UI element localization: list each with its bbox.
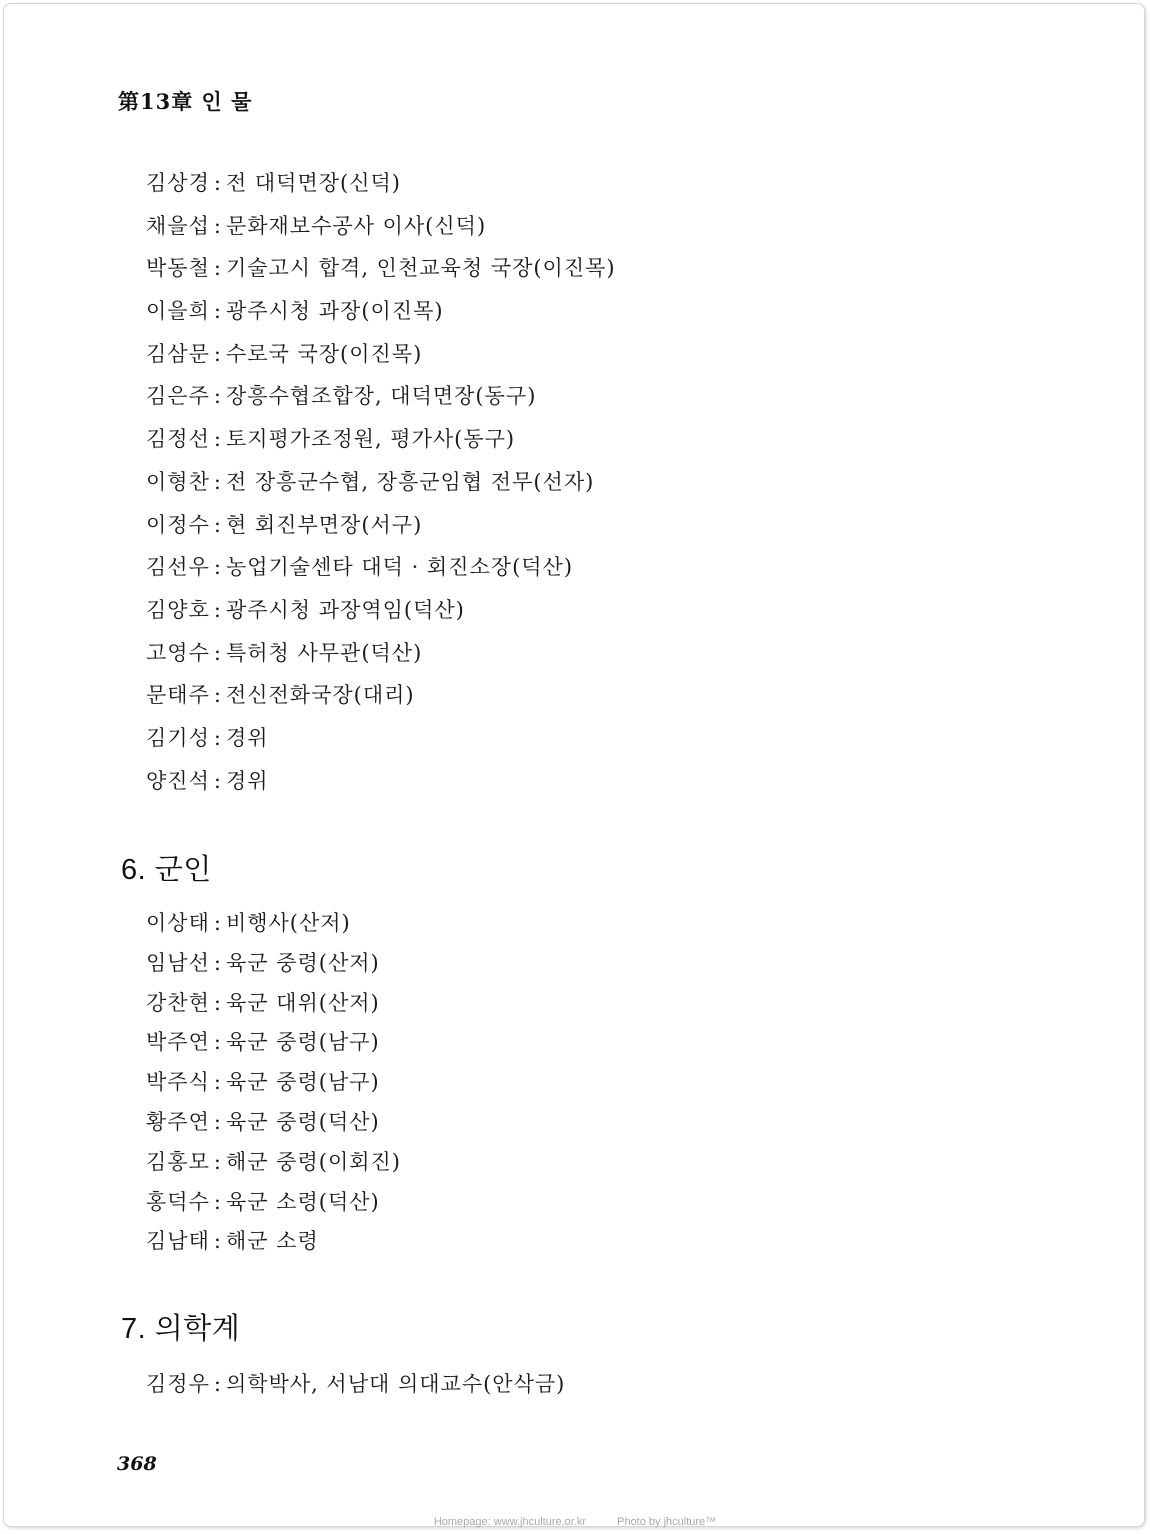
person-desc: 장흥수협조합장, 대덕면장(동구)	[225, 384, 537, 409]
list-item	[146, 1226, 401, 1266]
list-item	[146, 766, 616, 809]
person-name: 김남태	[146, 1229, 210, 1254]
list-item	[146, 595, 616, 638]
separator: :	[213, 427, 222, 452]
person-desc: 특허청 사무관(덕산)	[225, 640, 423, 665]
person-name: 문태주	[146, 683, 210, 708]
list-item	[146, 424, 616, 467]
list-item	[146, 552, 616, 595]
person-name: 이상태	[146, 911, 210, 935]
list-item	[146, 339, 616, 382]
person-name: 홍덕수	[146, 1189, 210, 1214]
person-name: 김정선	[146, 427, 210, 452]
person-name: 이을희	[146, 299, 210, 324]
separator: :	[213, 1189, 222, 1214]
person-desc: 경위	[225, 725, 269, 750]
list-item	[146, 381, 616, 424]
footer-photo-credit: Photo by jhculture™	[617, 1516, 717, 1528]
person-desc: 토지평가조정원, 평가사(동구)	[225, 427, 516, 452]
separator: :	[213, 990, 222, 1015]
person-name: 김은주	[146, 384, 210, 409]
section-heading-medical: 7. 의학계	[121, 1313, 241, 1345]
list-item	[146, 723, 616, 766]
list-item	[146, 638, 616, 681]
separator: :	[213, 1070, 222, 1095]
person-list-medical	[146, 1369, 565, 1409]
person-desc: 전신전화국장(대리)	[225, 683, 415, 708]
separator: :	[213, 1109, 222, 1134]
person-desc: 수로국 국장(이진목)	[225, 341, 423, 366]
separator: :	[213, 341, 222, 366]
separator: :	[213, 1149, 222, 1174]
list-item	[146, 988, 401, 1028]
person-name: 박주식	[146, 1070, 210, 1095]
person-name: 박주연	[146, 1030, 210, 1055]
separator: :	[213, 1229, 222, 1254]
person-desc: 육군 중령(덕산)	[225, 1109, 380, 1134]
person-desc: 비행사(산저)	[225, 911, 351, 935]
list-item	[146, 510, 616, 553]
person-desc: 의학박사, 서남대 의대교수(안삭금)	[225, 1372, 566, 1396]
separator: :	[213, 213, 222, 238]
person-name: 김양호	[146, 597, 210, 622]
separator: :	[213, 911, 222, 935]
separator: :	[213, 469, 222, 494]
footer-credits	[0, 1516, 1150, 1528]
section-heading-military: 6. 군인	[121, 854, 212, 886]
person-desc: 전 대덕면장(신덕)	[225, 171, 401, 195]
list-item	[146, 253, 616, 296]
chapter-header: 第13章 인 물	[118, 89, 253, 114]
list-item	[146, 168, 616, 211]
person-name: 김삼문	[146, 341, 210, 366]
person-name: 김홍모	[146, 1149, 210, 1174]
person-desc: 기술고시 합격, 인천교육청 국장(이진목)	[225, 256, 616, 281]
person-desc: 농업기술센타 대덕 · 회진소장(덕산)	[225, 555, 574, 580]
footer-homepage: Homepage: www.jhculture.or.kr	[433, 1516, 587, 1528]
list-item	[146, 1107, 401, 1147]
person-desc: 광주시청 과장역임(덕산)	[225, 597, 465, 622]
person-desc: 경위	[225, 768, 269, 793]
person-name: 이정수	[146, 512, 210, 537]
person-name: 황주연	[146, 1109, 210, 1134]
person-name: 채을섭	[146, 213, 210, 238]
separator: :	[213, 384, 222, 409]
person-list-military	[146, 908, 401, 1266]
person-name: 이형찬	[146, 469, 210, 494]
list-item	[146, 948, 401, 988]
separator: :	[213, 555, 222, 580]
person-desc: 문화재보수공사 이사(신덕)	[225, 213, 487, 238]
separator: :	[213, 256, 222, 281]
list-item	[146, 908, 401, 948]
separator: :	[213, 768, 222, 793]
separator: :	[213, 171, 222, 195]
separator: :	[213, 683, 222, 708]
list-item	[146, 1027, 401, 1067]
person-desc: 육군 중령(남구)	[225, 1030, 380, 1055]
separator: :	[213, 725, 222, 750]
list-item	[146, 211, 616, 254]
separator: :	[213, 1372, 222, 1396]
person-name: 양진석	[146, 768, 210, 793]
list-item	[146, 467, 616, 510]
person-name: 임남선	[146, 950, 210, 975]
separator: :	[213, 512, 222, 537]
person-name: 박동철	[146, 256, 210, 281]
separator: :	[213, 1030, 222, 1055]
person-desc: 육군 중령(산저)	[225, 950, 380, 975]
person-desc: 광주시청 과장(이진목)	[225, 299, 444, 324]
person-name: 김정우	[146, 1372, 210, 1396]
person-desc: 육군 대위(산저)	[225, 990, 380, 1015]
person-desc: 현 회진부면장(서구)	[225, 512, 423, 537]
person-desc: 육군 소령(덕산)	[225, 1189, 380, 1214]
separator: :	[213, 299, 222, 324]
separator: :	[213, 950, 222, 975]
person-list-officials	[146, 168, 616, 808]
person-name: 고영수	[146, 640, 210, 665]
person-desc: 해군 소령	[225, 1229, 319, 1254]
list-item	[146, 1067, 401, 1107]
person-name: 김상경	[146, 171, 210, 195]
person-desc: 해군 중령(이회진)	[225, 1149, 401, 1174]
separator: :	[213, 597, 222, 622]
list-item	[146, 680, 616, 723]
person-name: 김기성	[146, 725, 210, 750]
person-desc: 전 장흥군수협, 장흥군임협 전무(선자)	[225, 469, 595, 494]
page-number: 368	[117, 1453, 157, 1475]
list-item	[146, 296, 616, 339]
list-item	[146, 1147, 401, 1187]
list-item	[146, 1187, 401, 1227]
person-name: 강찬현	[146, 990, 210, 1015]
person-name: 김선우	[146, 555, 210, 580]
person-desc: 육군 중령(남구)	[225, 1070, 380, 1095]
separator: :	[213, 640, 222, 665]
list-item	[146, 1369, 565, 1409]
